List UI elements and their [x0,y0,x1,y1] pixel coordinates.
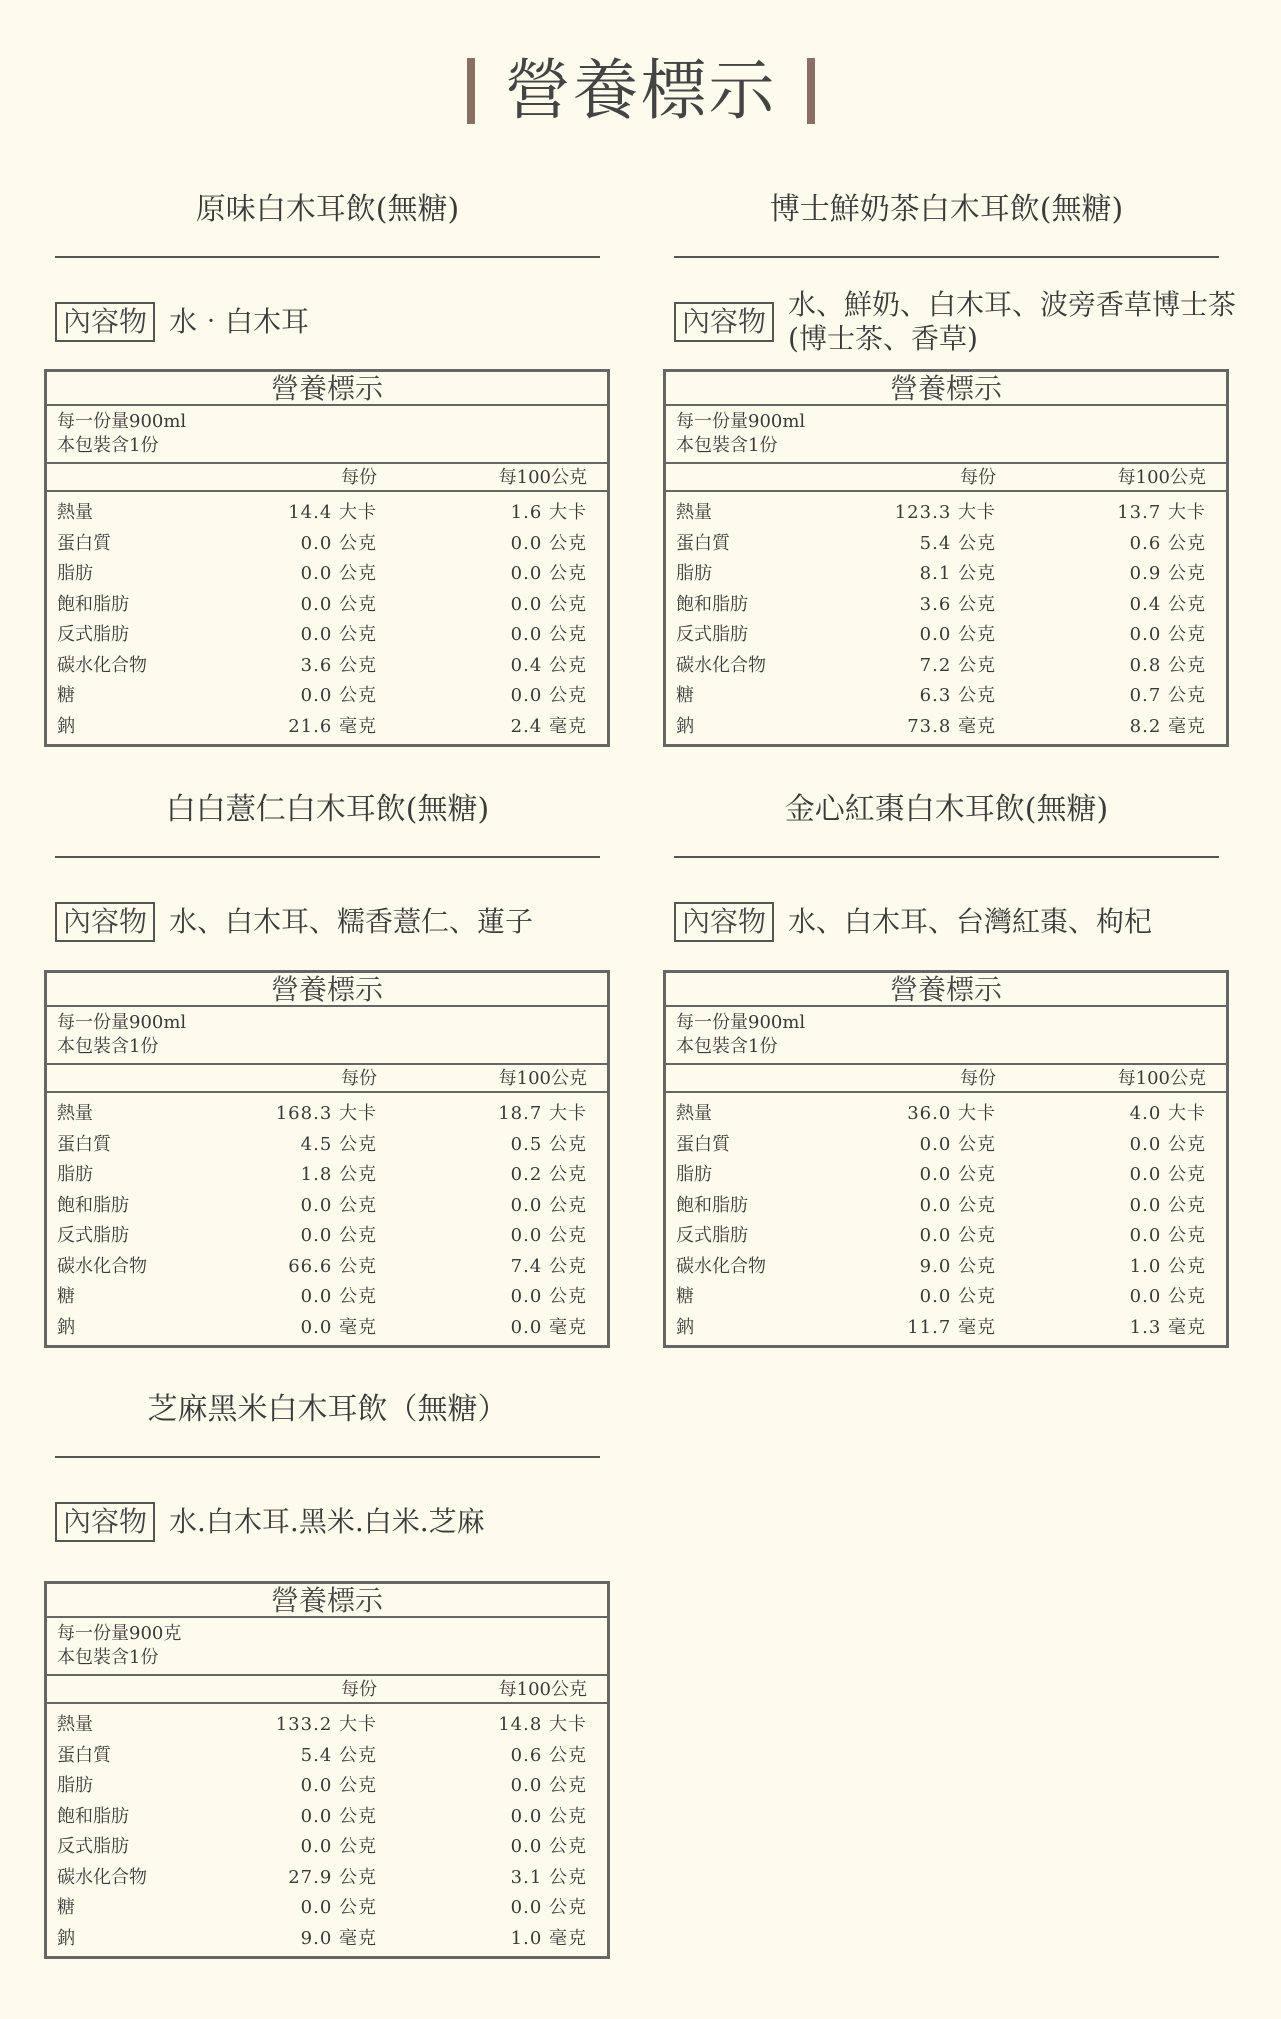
nutrient-per-serving: 36.0 大卡 [907,1103,996,1124]
nutrient-label: 反式脂肪 [57,624,129,645]
nutrient-per-serving: 9.0 毫克 [300,1927,377,1949]
nutrient-per-100: 0.0 公克 [1129,624,1206,645]
nutrient-per-serving: 0.0 公克 [300,1775,377,1796]
product-divider [55,1456,600,1458]
nutrient-label: 蛋白質 [676,532,730,554]
serving-size: 每一份量900ml [57,1012,187,1033]
nutrient-per-100: 1.0 毫克 [510,1927,587,1949]
servings-per-package: 本包裝含1份 [676,435,778,456]
nutrient-label: 熱量 [57,502,93,523]
header-right-bar [807,58,815,124]
nutrient-per-serving: 133.2 大卡 [275,1714,377,1735]
serving-size: 每一份量900ml [676,1012,806,1033]
serving-size: 每一份量900克 [57,1623,182,1644]
nutrient-per-serving: 21.6 毫克 [288,715,377,737]
nutrient-row [666,559,1226,590]
column-header-blank [47,464,197,490]
product-name: 金心紅棗白木耳飲(無糖) [784,792,1109,827]
nutrient-per-100: 14.8 大卡 [498,1714,587,1735]
nutrition-panel [44,369,610,747]
nutrient-per-serving: 9.0 公克 [919,1255,996,1277]
nutrient-per-serving: 0.0 毫克 [300,1316,377,1338]
nutrient-label: 脂肪 [676,563,712,584]
nutrient-row [666,681,1226,712]
ingredients-tag: 內容物 [674,902,774,942]
column-header-per-serving: 每份 [960,1068,996,1089]
nutrient-per-serving: 0.0 公克 [300,1897,377,1918]
nutrient-per-100: 0.0 公克 [510,1194,587,1216]
product-divider [674,256,1219,258]
nutrient-per-100: 0.0 公克 [510,1225,587,1246]
nutrient-row [47,712,607,743]
nutrient-label: 糖 [57,685,75,706]
nutrient-per-serving: 123.3 大卡 [894,502,996,523]
product-block [674,190,1244,355]
nutrient-label: 脂肪 [57,563,93,584]
nutrient-rows [47,492,607,744]
nutrient-per-serving: 168.3 大卡 [275,1103,377,1124]
ingredients-row [55,894,625,950]
nutrient-per-serving: 5.4 公克 [300,1744,377,1766]
nutrient-label: 糖 [57,1897,75,1918]
nutrient-row [47,620,607,651]
nutrition-panel [663,369,1229,747]
nutrient-per-100: 0.4 公克 [510,654,587,676]
nutrient-per-100: 0.0 公克 [510,1775,587,1796]
ingredients-tag: 內容物 [674,302,774,342]
product-name: 白白薏仁白木耳飲(無糖) [165,792,490,827]
panel-title: 營養標示 [666,973,1226,1007]
nutrient-row [666,529,1226,560]
nutrient-per-serving: 5.4 公克 [919,532,996,554]
nutrient-row [47,1221,607,1252]
page-header [0,52,1281,129]
nutrient-per-serving: 0.0 公克 [300,563,377,584]
nutrient-label: 碳水化合物 [676,1255,766,1277]
nutrient-label: 脂肪 [57,1164,93,1185]
nutrient-label: 脂肪 [676,1164,712,1185]
column-header-blank [47,1676,197,1702]
nutrient-per-100: 0.0 公克 [1129,1225,1206,1246]
nutrient-row [666,1282,1226,1313]
nutrient-per-100: 0.6 公克 [510,1744,587,1766]
nutrient-label: 碳水化合物 [57,1866,147,1888]
ingredients-text: 水.白木耳.黑米.白米.芝麻 [169,1505,485,1538]
ingredients-row [674,894,1244,950]
product-name: 原味白木耳飲(無糖) [195,192,460,227]
nutrient-per-100: 0.0 公克 [1129,1286,1206,1307]
nutrient-label: 飽和脂肪 [676,593,748,615]
ingredients-tag: 內容物 [55,302,155,342]
nutrient-per-100: 0.0 公克 [510,532,587,554]
nutrient-label: 反式脂肪 [676,624,748,645]
ingredients-row [674,288,1244,355]
nutrient-per-serving: 0.0 公克 [300,685,377,706]
nutrient-row [47,1863,607,1894]
panel-title: 營養標示 [666,372,1226,406]
nutrient-label: 飽和脂肪 [57,1194,129,1216]
column-headers [47,1676,607,1704]
ingredients-text: 水‧白木耳 [169,305,310,338]
nutrient-per-100: 18.7 大卡 [498,1103,587,1124]
nutrient-per-100: 7.4 公克 [510,1255,587,1277]
nutrient-per-serving: 11.7 毫克 [907,1316,996,1338]
nutrient-row [47,559,607,590]
nutrient-per-100: 2.4 毫克 [510,715,587,737]
product-block [55,790,625,950]
column-header-per-serving: 每份 [341,1068,377,1089]
nutrient-row [47,1802,607,1833]
nutrient-row [666,620,1226,651]
column-header-blank [666,1065,816,1091]
nutrient-label: 脂肪 [57,1775,93,1796]
nutrient-per-serving: 0.0 公克 [919,1164,996,1185]
nutrient-per-100: 0.0 公克 [510,563,587,584]
nutrient-per-100: 0.4 公克 [1129,593,1206,615]
nutrient-rows [47,1093,607,1345]
nutrient-row [47,1313,607,1344]
nutrient-row [47,498,607,529]
nutrient-label: 鈉 [676,715,694,737]
nutrient-row [666,651,1226,682]
nutrient-label: 反式脂肪 [57,1225,129,1246]
ingredients-row [55,294,625,350]
nutrient-per-100: 0.2 公克 [510,1164,587,1185]
servings-per-package: 本包裝含1份 [57,435,159,456]
ingredients-tag: 內容物 [55,1502,155,1542]
nutrient-per-100: 4.0 大卡 [1129,1103,1206,1124]
nutrient-per-serving: 0.0 公克 [919,1194,996,1216]
nutrient-per-100: 0.5 公克 [510,1133,587,1155]
nutrient-row [666,1221,1226,1252]
column-header-per-100: 每100公克 [1117,467,1206,488]
nutrient-row [47,529,607,560]
nutrient-per-100: 1.6 大卡 [510,502,587,523]
panel-title: 營養標示 [47,1584,607,1618]
nutrient-label: 熱量 [57,1103,93,1124]
nutrient-row [666,1130,1226,1161]
nutrient-label: 碳水化合物 [57,1255,147,1277]
nutrient-row [666,1252,1226,1283]
nutrient-row [666,712,1226,743]
nutrient-per-serving: 0.0 公克 [300,624,377,645]
nutrient-per-100: 0.0 公克 [510,593,587,615]
nutrient-label: 熱量 [676,1103,712,1124]
nutrient-row [666,498,1226,529]
nutrient-per-serving: 14.4 大卡 [288,502,377,523]
nutrient-label: 鈉 [57,1316,75,1338]
nutrient-rows [666,492,1226,744]
product-divider [55,256,600,258]
nutrient-label: 熱量 [57,1714,93,1735]
serving-info [666,1007,1226,1065]
column-headers [666,464,1226,492]
nutrient-label: 糖 [57,1286,75,1307]
nutrient-per-serving: 7.2 公克 [919,654,996,676]
nutrient-per-100: 0.0 公克 [1129,1164,1206,1185]
nutrient-per-serving: 0.0 公克 [300,593,377,615]
nutrient-row [47,1191,607,1222]
serving-info [666,406,1226,464]
panel-title: 營養標示 [47,973,607,1007]
nutrient-per-serving: 1.8 公克 [300,1164,377,1185]
servings-per-package: 本包裝含1份 [57,1647,159,1668]
column-headers [666,1065,1226,1093]
nutrient-row [47,1832,607,1863]
nutrition-panel [44,970,610,1348]
serving-size: 每一份量900ml [57,411,187,432]
product-divider [674,856,1219,858]
nutrient-label: 鈉 [676,1316,694,1338]
page-title: 營養標示 [504,52,777,129]
servings-per-package: 本包裝含1份 [57,1036,159,1057]
column-headers [47,1065,607,1093]
nutrient-per-100: 0.0 公克 [510,1836,587,1857]
product-divider [55,856,600,858]
nutrient-row [666,1313,1226,1344]
nutrient-per-serving: 0.0 公克 [919,624,996,645]
product-block [55,1390,625,1550]
nutrient-per-serving: 27.9 公克 [288,1866,377,1888]
nutrient-per-100: 1.0 公克 [1129,1255,1206,1277]
nutrient-row [666,1191,1226,1222]
nutrient-per-100: 0.0 公克 [510,1805,587,1827]
nutrient-label: 蛋白質 [57,1133,111,1155]
column-header-per-100: 每100公克 [498,467,587,488]
nutrient-row [47,1160,607,1191]
nutrient-label: 飽和脂肪 [676,1194,748,1216]
nutrient-per-serving: 6.3 公克 [919,685,996,706]
nutrient-label: 飽和脂肪 [57,593,129,615]
nutrient-per-serving: 73.8 毫克 [907,715,996,737]
nutrient-label: 飽和脂肪 [57,1805,129,1827]
column-headers [47,464,607,492]
ingredients-text: 水、白木耳、台灣紅棗、枸杞 [788,905,1153,938]
nutrient-row [47,681,607,712]
nutrient-row [666,1099,1226,1130]
product-block [674,790,1244,950]
product-name: 博士鮮奶茶白木耳飲(無糖) [769,192,1124,227]
nutrient-row [47,1893,607,1924]
nutrient-per-100: 0.0 公克 [510,1897,587,1918]
ingredients-text: 水、白木耳、糯香薏仁、蓮子 [169,905,534,938]
nutrient-label: 鈉 [57,715,75,737]
column-header-per-serving: 每份 [341,1679,377,1700]
nutrient-label: 熱量 [676,502,712,523]
nutrient-per-100: 1.3 毫克 [1129,1316,1206,1338]
nutrient-label: 反式脂肪 [57,1836,129,1857]
nutrient-row [47,1282,607,1313]
nutrient-row [47,651,607,682]
nutrient-per-100: 0.7 公克 [1129,685,1206,706]
nutrient-label: 蛋白質 [57,532,111,554]
nutrient-per-serving: 0.0 公克 [300,532,377,554]
nutrient-per-serving: 0.0 公克 [300,1225,377,1246]
nutrient-rows [666,1093,1226,1345]
serving-info [47,1007,607,1065]
nutrient-label: 糖 [676,685,694,706]
nutrient-per-serving: 0.0 公克 [919,1286,996,1307]
nutrient-row [47,1924,607,1955]
nutrient-per-100: 0.0 公克 [1129,1194,1206,1216]
product-block [55,190,625,350]
ingredients-text: 水、鮮奶、白木耳、波旁香草博士茶(博士茶、香草) [788,288,1237,355]
column-header-per-serving: 每份 [960,467,996,488]
servings-per-package: 本包裝含1份 [676,1036,778,1057]
nutrient-label: 糖 [676,1286,694,1307]
nutrient-row [47,590,607,621]
nutrient-label: 反式脂肪 [676,1225,748,1246]
nutrient-per-100: 0.8 公克 [1129,654,1206,676]
nutrient-per-serving: 4.5 公克 [300,1133,377,1155]
nutrient-label: 蛋白質 [676,1133,730,1155]
nutrient-per-serving: 0.0 公克 [300,1805,377,1827]
column-header-blank [47,1065,197,1091]
nutrient-per-100: 0.0 公克 [510,685,587,706]
nutrient-per-100: 13.7 大卡 [1117,502,1206,523]
nutrient-per-serving: 8.1 公克 [919,563,996,584]
nutrition-panel [44,1581,610,1959]
nutrient-row [47,1741,607,1772]
header-left-bar [467,58,475,124]
ingredients-row [55,1494,625,1550]
nutrient-per-100: 0.0 公克 [1129,1133,1206,1155]
nutrient-per-100: 8.2 毫克 [1129,715,1206,737]
nutrient-row [47,1710,607,1741]
nutrient-row [666,590,1226,621]
nutrient-per-100: 0.0 公克 [510,1286,587,1307]
nutrient-per-100: 3.1 公克 [510,1866,587,1888]
nutrient-per-100: 0.0 公克 [510,624,587,645]
serving-size: 每一份量900ml [676,411,806,432]
nutrient-row [47,1130,607,1161]
nutrient-label: 蛋白質 [57,1744,111,1766]
nutrient-per-serving: 3.6 公克 [919,593,996,615]
nutrient-per-serving: 0.0 公克 [919,1133,996,1155]
column-header-per-100: 每100公克 [498,1068,587,1089]
column-header-per-100: 每100公克 [498,1679,587,1700]
serving-info [47,1618,607,1676]
nutrient-label: 碳水化合物 [676,654,766,676]
nutrient-per-100: 0.9 公克 [1129,563,1206,584]
nutrient-per-serving: 66.6 公克 [288,1255,377,1277]
serving-info [47,406,607,464]
nutrient-per-serving: 0.0 公克 [300,1286,377,1307]
nutrient-row [47,1099,607,1130]
nutrient-rows [47,1704,607,1956]
nutrient-label: 碳水化合物 [57,654,147,676]
nutrient-per-serving: 0.0 公克 [300,1194,377,1216]
column-header-per-100: 每100公克 [1117,1068,1206,1089]
nutrient-per-100: 0.6 公克 [1129,532,1206,554]
ingredients-tag: 內容物 [55,902,155,942]
nutrient-row [47,1771,607,1802]
column-header-per-serving: 每份 [341,467,377,488]
nutrient-per-serving: 3.6 公克 [300,654,377,676]
column-header-blank [666,464,816,490]
nutrient-label: 鈉 [57,1927,75,1949]
nutrient-per-serving: 0.0 公克 [300,1836,377,1857]
nutrient-row [47,1252,607,1283]
nutrient-per-serving: 0.0 公克 [919,1225,996,1246]
nutrition-panel [663,970,1229,1348]
panel-title: 營養標示 [47,372,607,406]
nutrient-row [666,1160,1226,1191]
nutrient-per-100: 0.0 毫克 [510,1316,587,1338]
product-name: 芝麻黑米白木耳飲（無糖） [147,1392,508,1427]
